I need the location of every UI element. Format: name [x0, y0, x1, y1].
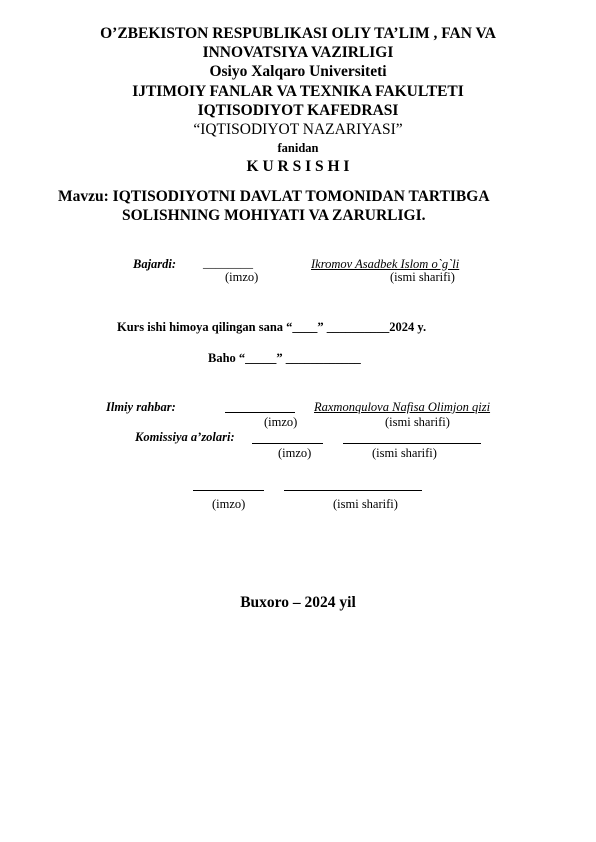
commission-label: Komissiya a’zolari: — [135, 430, 235, 444]
commission-signature-line-2 — [193, 490, 264, 491]
commission-imzo-caption-2: (imzo) — [212, 497, 246, 511]
topic-line-2: SOLISHNING MOHIYATI VA ZARURLIGI. — [122, 207, 426, 224]
ministry-line-1: O’ZBEKISTON RESPUBLIKASI OLIY TA’LIM , FAN VA — [100, 25, 496, 42]
supervisor-name: Raxmonqulova Nafisa Olimjon qizi — [314, 400, 491, 414]
commission-name-caption-2: (ismi sharifi) — [333, 497, 398, 511]
supervisor-name-caption: (ismi sharifi) — [385, 415, 450, 429]
department-name: IQTISODIYOT KAFEDRASI — [197, 102, 399, 119]
author-name-caption: (ismi sharifi) — [390, 270, 455, 284]
commission-name-line-2 — [284, 490, 422, 491]
author-name: Ikromov Asadbek Islom o`g`li — [311, 257, 460, 271]
city-year: Buxoro – 2024 yil — [240, 594, 356, 611]
author-imzo-caption: (imzo) — [225, 270, 259, 284]
commission-imzo-caption-1: (imzo) — [278, 446, 312, 460]
topic-line-1: Mavzu: IQTISODIYOTNI DAVLAT TOMONIDAN TARTIBGA — [58, 188, 490, 205]
ministry-line-2: INNOVATSIYA VAZIRLIGI — [202, 44, 394, 61]
subject-name: “IQTISODIYOT NAZARIYASI” — [193, 121, 403, 138]
supervisor-label: Ilmiy rahbar: — [106, 400, 176, 414]
faculty-name: IJTIMOIY FANLAR VA TEXNIKA FAKULTETI — [132, 83, 464, 100]
grade-line: Baho “_____” ____________ — [208, 351, 361, 365]
supervisor-imzo-caption: (imzo) — [264, 415, 298, 429]
defense-date-line: Kurs ishi himoya qilingan sana “____” __________2024 y. — [117, 320, 427, 334]
author-signature-blank: ________ — [203, 256, 253, 270]
commission-name-caption-1: (ismi sharifi) — [372, 446, 437, 460]
university-name: Osiyo Xalqaro Universiteti — [209, 63, 387, 80]
author-label: Bajardi: — [133, 257, 177, 271]
work-type-title: K U R S I S H I — [246, 158, 350, 175]
fanidan-label: fanidan — [277, 141, 319, 155]
commission-name-line-1 — [343, 443, 481, 444]
supervisor-signature-line — [225, 412, 295, 413]
commission-signature-line-1 — [252, 443, 323, 444]
